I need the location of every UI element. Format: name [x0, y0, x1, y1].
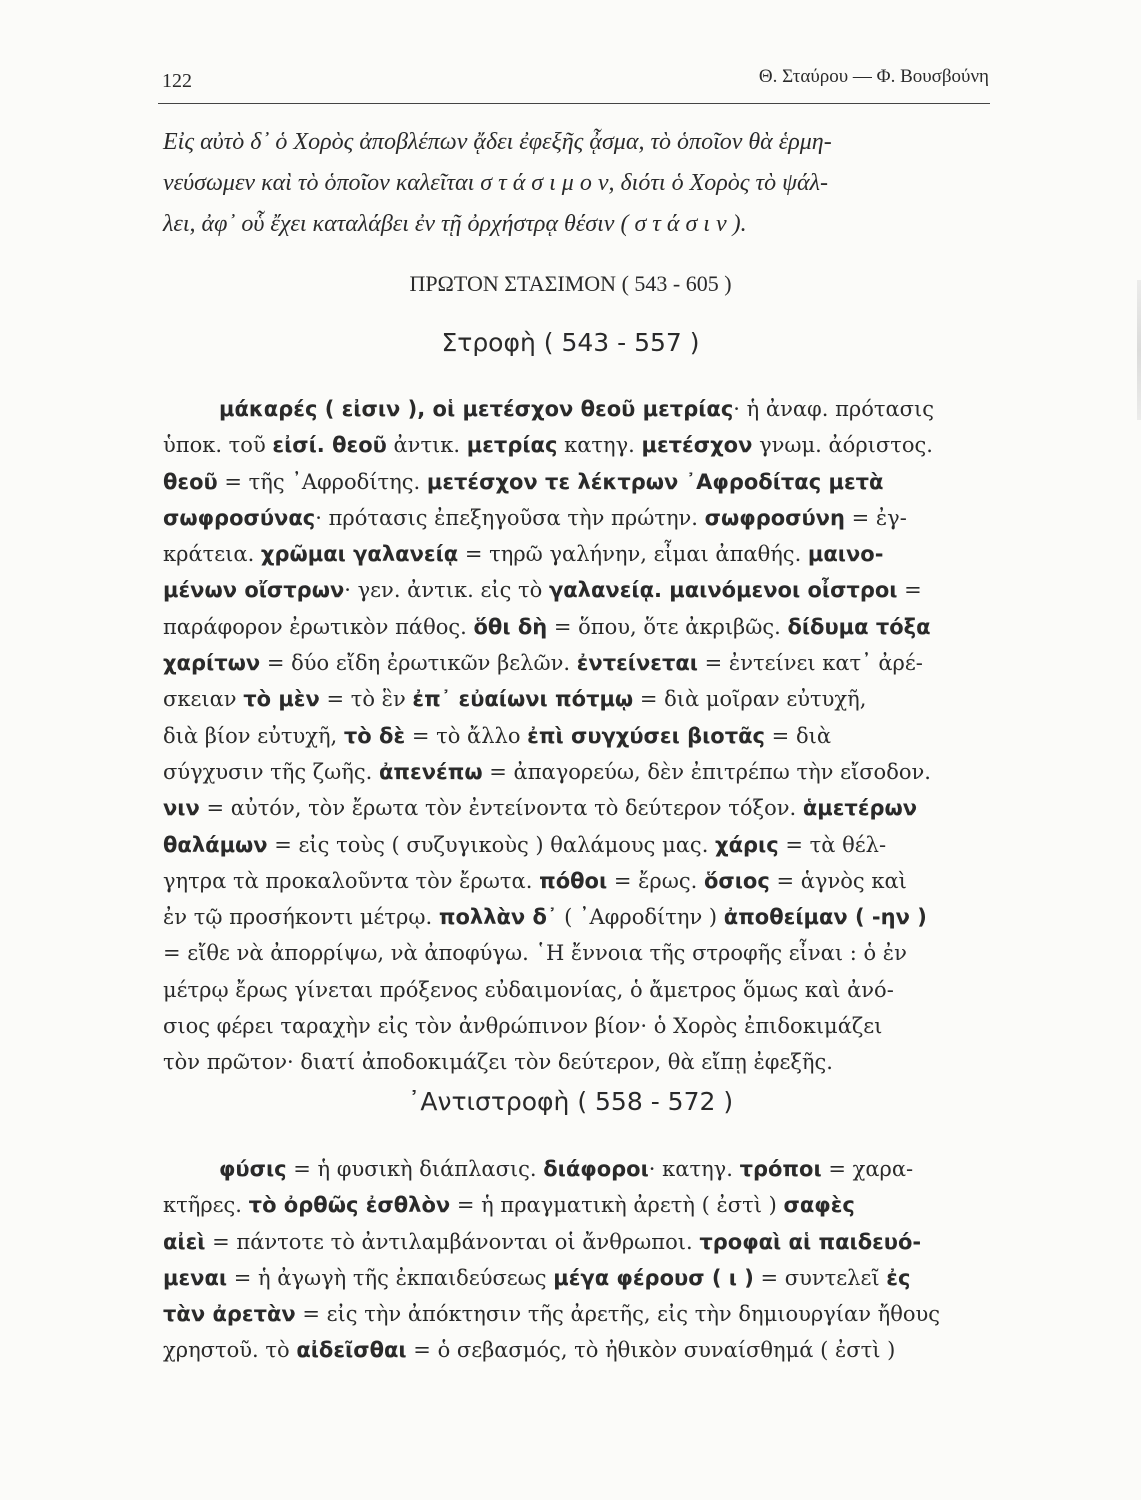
text-line — [163, 1151, 1006, 1187]
antistrophe-heading: ᾽Αντιστροφὴ ( 558 - 572 ) — [407, 1087, 734, 1116]
gloss-text: = ἀπαγορεύω, δὲν ἐπιτρέπω τὴν εἴσοδον. — [482, 759, 931, 784]
lemma-term: διάφοροι — [543, 1157, 649, 1181]
lemma-term: αἰδεῖσθαι — [296, 1338, 407, 1363]
gloss-text: = τὸ ἄλλο — [405, 723, 528, 748]
gloss-text: = τὸ ἓν — [319, 687, 413, 712]
text-line — [163, 572, 1006, 608]
gloss-text: ( ᾽Αφροδίτην ) — [557, 905, 724, 930]
lemma-term: δίδυμα τόξα — [787, 614, 931, 639]
text-line — [163, 1296, 1006, 1332]
gloss-text: = ἡ φυσικὴ διάπλασις. — [286, 1157, 544, 1181]
scan-edge-mark — [1137, 280, 1141, 420]
intro-line: νεύσωμεν καὶ τὸ ὁποῖον καλεῖται σ τ ά σ ι μ ο ν, διότι ὁ Χορὸς τὸ ψάλ- — [163, 170, 828, 196]
text-line — [163, 972, 1006, 1008]
gloss-text: διὰ βίον εὐτυχῆ, — [163, 723, 344, 748]
text-line — [163, 1008, 1006, 1044]
text-line — [163, 464, 1006, 500]
gloss-text: κατηγ. — [557, 433, 642, 458]
lemma-term: μαινο- — [807, 542, 884, 567]
intro-line: λει, ἀφ᾽ οὗ ἔχει καταλάβει ἐν τῇ ὀρχήστρᾳ θέσιν ( σ τ ά σ ι ν ). — [163, 211, 747, 237]
lemma-term: χρῶμαι γαλανείᾳ — [260, 542, 459, 567]
gloss-text: τὸν πρῶτον· διατί ἀποδοκιμάζει τὸν δεύτερον, θὰ εἴπῃ ἐφεξῆς. — [163, 1050, 833, 1075]
strophe-heading: Στροφὴ ( 543 - 557 ) — [441, 328, 700, 357]
lemma-term: ἐντείνεται — [576, 651, 698, 676]
gloss-text: · γεν. ἀντικ. εἰς τὸ — [344, 578, 549, 603]
lemma-term: ἐπ᾽ εὐαίωνι πότμῳ — [412, 687, 634, 712]
lemma-term: τὸ δὲ — [343, 723, 406, 748]
gloss-text: σκειαν — [163, 687, 244, 712]
gloss-text: σύγχυσιν τῆς ζωῆς. — [163, 759, 379, 784]
gloss-text: = δύο εἴδη ἐρωτικῶν βελῶν. — [260, 651, 577, 676]
gloss-text: = πάντοτε τὸ ἀντιλαμβάνονται οἱ ἄνθρωποι. — [205, 1229, 700, 1254]
section-heading: ΠΡΩΤΟΝ ΣΤΑΣΙΜΟΝ ( 543 - 605 ) — [409, 271, 732, 296]
lemma-term: πολλὰν δ᾽ — [438, 905, 558, 930]
text-line — [163, 536, 1006, 572]
text-line — [163, 391, 1006, 427]
lemma-term: μετρίας — [466, 433, 558, 458]
gloss-text: · ἡ ἀναφ. πρότασις — [733, 397, 935, 421]
lemma-term: θαλάμων — [163, 832, 268, 857]
lemma-term: μένων οἴστρων — [163, 578, 345, 603]
text-line — [163, 718, 1006, 754]
intro-line: Εἰς αὐτὸ δ᾽ ὁ Χορὸς ἀποβλέπων ᾄδει ἐφεξῆς ᾆσμα, τὸ ὁποῖον θὰ ἑρμη- — [163, 129, 832, 155]
gloss-text: · κατηγ. — [648, 1157, 740, 1181]
text-line — [163, 1224, 1006, 1260]
gloss-text: σιος φέρει ταραχὴν εἰς τὸν ἀνθρώπινον βίον· ὁ Χορὸς ἐπιδοκιμάζει — [163, 1014, 883, 1039]
gloss-text: = εἴθε νὰ ἀπορρίψω, νὰ ἀποφύγω. ῾Η ἔννοια τῆς στροφῆς εἶναι : ὁ ἐν — [163, 941, 907, 966]
gloss-text: ὑποκ. τοῦ — [163, 433, 273, 458]
lemma-term: σωφροσύνας — [163, 505, 316, 530]
intro-paragraph — [163, 122, 993, 245]
lemma-term: τὸ ὀρθῶς ἐσθλὸν — [248, 1193, 451, 1218]
gloss-text: = εἰς τοὺς ( συζυγικοὺς ) θαλάμους μας. — [267, 832, 716, 857]
gloss-text: χρηστοῦ. τὸ — [163, 1338, 297, 1363]
lemma-term: μεναι — [163, 1265, 228, 1290]
lemma-term: ὅσιος — [703, 868, 770, 893]
lemma-term: τροφαὶ αἱ παιδευό- — [699, 1229, 922, 1254]
gloss-text: γνωμ. ἀόριστος. — [752, 433, 933, 458]
gloss-text: = τῆς ᾽Αφροδίτης. — [217, 469, 427, 494]
lemma-term: ὅθι δὴ — [473, 614, 548, 639]
gloss-text: παράφορον ἐρωτικὸν πάθος. — [163, 614, 474, 639]
lemma-term: σωφροσύνη — [704, 505, 845, 530]
header-divider — [158, 103, 990, 104]
gloss-text: = τὰ θέλ- — [778, 832, 887, 857]
lemma-term: χαρίτων — [163, 651, 261, 676]
lemma-term: μέγα φέρουσ ( ι ) — [553, 1265, 754, 1290]
gloss-text: · πρότασις ἐπεξηγοῦσα τὴν πρώτην. — [315, 505, 705, 530]
gloss-text: ἀντικ. — [386, 433, 467, 458]
lemma-term: μάκαρές ( εἰσιν ), οἱ μετέσχον θεοῦ μετρίας — [219, 397, 734, 421]
text-line — [163, 790, 1006, 826]
gloss-text: = χαρα- — [821, 1157, 914, 1181]
lemma-term: μετέσχον — [641, 433, 753, 458]
text-line — [163, 1044, 1006, 1080]
lemma-term: ἀπενέπω — [379, 759, 483, 784]
gloss-text: = ἐντείνει κατ᾽ ἀρέ- — [697, 651, 923, 676]
antistrophe-commentary — [163, 1151, 1006, 1369]
gloss-text: = ὁ σεβασμός, τὸ ἠθικὸν συναίσθημά ( ἐστὶ ) — [406, 1338, 896, 1363]
lemma-term: ἁμετέρων — [802, 796, 918, 821]
text-line — [163, 1187, 1006, 1223]
gloss-text: = ἡ ἀγωγὴ τῆς ἐκπαιδεύσεως — [227, 1265, 554, 1290]
text-line — [163, 899, 1006, 935]
lemma-term: φύσις — [219, 1157, 287, 1181]
lemma-term: πόθοι — [539, 868, 608, 893]
text-line — [163, 500, 1006, 536]
lemma-term: νιν — [163, 796, 200, 821]
gloss-text: μέτρῳ ἔρως γίνεται πρόξενος εὐδαιμονίας, ὁ ἄμετρος ὅμως καὶ ἀνό- — [163, 977, 894, 1002]
lemma-term: τὰν ἀρετὰν — [163, 1302, 296, 1327]
gloss-text: = ἔρως. — [607, 868, 704, 893]
gloss-text: κτῆρες. — [163, 1193, 249, 1218]
text-line — [163, 754, 1006, 790]
text-line — [163, 427, 1006, 463]
gloss-text: = ἐγ- — [844, 505, 907, 530]
lemma-term: εἰσί. θεοῦ — [272, 433, 387, 458]
gloss-text: = αὐτόν, τὸν ἔρωτα τὸν ἐντείνοντα τὸ δεύτερον τόξον. — [199, 796, 803, 821]
text-line — [163, 609, 1006, 645]
text-line — [163, 863, 1006, 899]
gloss-text: = — [897, 578, 922, 603]
text-line — [163, 681, 1006, 717]
running-head: Θ. Σταύρου — Φ. Βουσβούνη — [758, 66, 989, 87]
lemma-term: θεοῦ — [163, 469, 218, 494]
lemma-term: ἐπὶ συγχύσει βιοτᾶς — [527, 723, 765, 748]
page-number: 122 — [162, 70, 192, 92]
gloss-text: = τηρῶ γαλήνην, εἶμαι ἀπαθής. — [458, 542, 808, 567]
text-line — [163, 827, 1006, 863]
lemma-term: τὸ μὲν — [243, 687, 320, 712]
lemma-term: χάρις — [715, 832, 779, 857]
lemma-term: σαφὲς — [783, 1193, 855, 1218]
text-line — [163, 1260, 1006, 1296]
gloss-text: = ὅπου, ὅτε ἀκριβῶς. — [547, 614, 788, 639]
lemma-term: γαλανείᾳ. μαινόμενοι οἶστροι — [548, 578, 898, 603]
gloss-text: ἐν τῷ προσήκοντι μέτρῳ. — [163, 905, 439, 930]
gloss-text: = διὰ — [765, 723, 832, 748]
lemma-term: ἐς — [886, 1265, 911, 1290]
lemma-term: ἀποθείμαν ( -ην ) — [723, 905, 927, 930]
gloss-text: = εἰς τὴν ἀπόκτησιν τῆς ἀρετῆς, εἰς τὴν δημιουργίαν ἤθους — [295, 1302, 941, 1327]
gloss-text: = διὰ μοῖραν εὐτυχῆ, — [633, 687, 867, 712]
text-line — [163, 1332, 1006, 1368]
gloss-text: γητρα τὰ προκαλοῦντα τὸν ἔρωτα. — [163, 868, 540, 893]
text-line — [163, 935, 1006, 971]
strophe-commentary — [163, 391, 1006, 1081]
lemma-term: μετέσχον τε λέκτρων ᾽Αφροδίτας μετὰ — [426, 469, 884, 494]
gloss-text: = ἡ πραγματικὴ ἀρετὴ ( ἐστὶ ) — [450, 1193, 784, 1218]
gloss-text: = συντελεῖ — [753, 1265, 887, 1290]
text-line — [163, 645, 1006, 681]
lemma-term: τρόποι — [739, 1157, 822, 1181]
gloss-text: κράτεια. — [163, 542, 261, 567]
gloss-text: = ἁγνὸς καὶ — [769, 868, 907, 893]
lemma-term: αἰεὶ — [163, 1229, 206, 1254]
